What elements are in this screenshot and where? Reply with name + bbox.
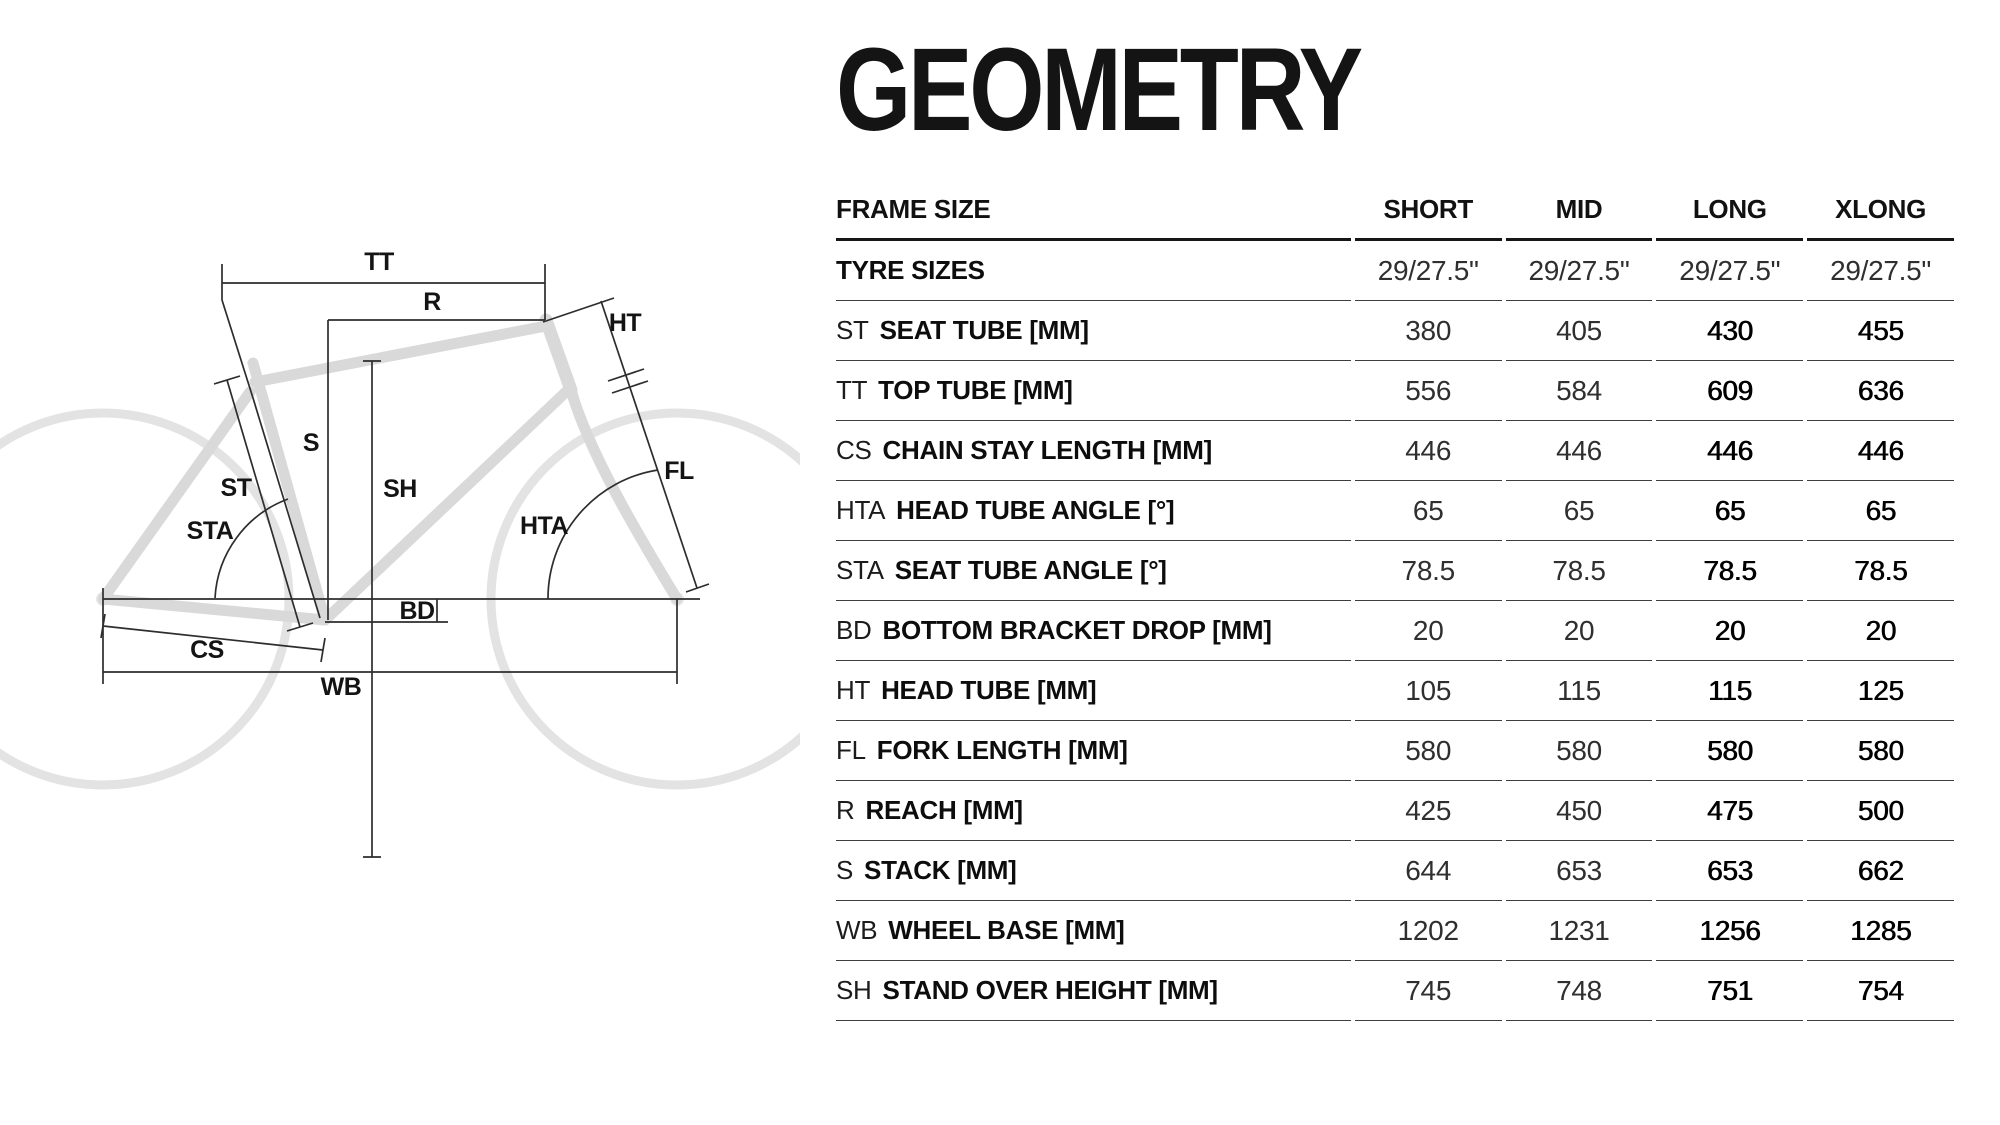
row-name: REACH [MM]: [865, 795, 1023, 825]
cell-value: 446: [1556, 434, 1602, 466]
label-fl: FL: [664, 457, 694, 485]
row-label: [836, 675, 1096, 705]
label-bd: BD: [399, 597, 435, 625]
cell-value: 609: [1706, 374, 1753, 406]
cell-value: 65: [1412, 494, 1444, 526]
column-header-xlong: XLONG: [1807, 180, 1954, 241]
table-row: [836, 301, 1954, 361]
cell-value: 20: [1714, 614, 1746, 646]
bike-geometry-diagram: [0, 0, 800, 900]
row-label: [836, 975, 1218, 1005]
row-label: [836, 255, 985, 285]
cell-value: 446: [1857, 434, 1904, 466]
row-abbreviation: ST: [836, 315, 869, 345]
label-r: R: [423, 288, 441, 316]
column-header-short: SHORT: [1355, 180, 1502, 241]
cell-value: 78.5: [1552, 554, 1606, 586]
cell-value: 1231: [1548, 914, 1610, 946]
cell-value: 580: [1556, 734, 1602, 766]
cell-value: 29/27.5": [1377, 254, 1479, 286]
row-name: WHEEL BASE [MM]: [888, 915, 1125, 945]
cell-value: 446: [1405, 434, 1452, 466]
table-row: [836, 241, 1954, 301]
cell-value: 500: [1857, 794, 1904, 826]
row-name: TOP TUBE [MM]: [878, 375, 1073, 405]
cell-value: 636: [1857, 374, 1904, 406]
row-label: [836, 435, 1212, 465]
page-title: GEOMETRY: [836, 24, 1360, 156]
cell-value: 65: [1714, 494, 1746, 526]
row-label: [836, 375, 1073, 405]
row-label: [836, 795, 1023, 825]
label-sh: SH: [383, 475, 417, 503]
row-abbreviation: STA: [836, 555, 884, 585]
cell-value: 115: [1557, 674, 1601, 706]
table-row: [836, 841, 1954, 901]
cell-value: 78.5: [1703, 554, 1757, 586]
cell-value: 380: [1405, 314, 1452, 346]
cell-value: 29/27.5": [1830, 254, 1932, 286]
cell-value: 644: [1405, 854, 1452, 886]
table-row: [836, 541, 1954, 601]
cell-value: 78.5: [1853, 554, 1908, 586]
frame-size-header: FRAME SIZE: [836, 180, 1351, 241]
label-wb: WB: [320, 673, 362, 701]
cell-value: 475: [1706, 794, 1753, 826]
row-name: HEAD TUBE ANGLE [°]: [896, 495, 1175, 525]
cell-value: 653: [1706, 854, 1753, 886]
row-abbreviation: SH: [836, 975, 872, 1005]
row-label: [836, 615, 1272, 645]
cell-value: 29/27.5": [1528, 254, 1630, 286]
table-row: [836, 421, 1954, 481]
cell-value: 1202: [1397, 914, 1459, 946]
table-row: [836, 961, 1954, 1021]
table-row: [836, 901, 1954, 961]
row-name: TYRE SIZES: [836, 255, 985, 285]
cell-value: 754: [1857, 974, 1904, 1006]
cell-value: 425: [1405, 794, 1452, 826]
row-abbreviation: HTA: [836, 495, 886, 525]
cell-value: 653: [1556, 854, 1602, 886]
row-label: [836, 855, 1017, 885]
row-label: [836, 735, 1128, 765]
label-hta: HTA: [519, 512, 569, 540]
row-abbreviation: BD: [836, 615, 872, 645]
table-row: [836, 481, 1954, 541]
row-name: FORK LENGTH [MM]: [876, 735, 1128, 765]
table-row: [836, 781, 1954, 841]
row-label: [836, 555, 1167, 585]
table-header-row: [836, 180, 1954, 241]
geometry-table: [832, 180, 1958, 1021]
row-abbreviation: FL: [836, 735, 866, 765]
cell-value: 29/27.5": [1679, 254, 1781, 286]
row-abbreviation: HT: [836, 675, 871, 705]
table-row: [836, 721, 1954, 781]
cell-value: 125: [1857, 674, 1904, 706]
cell-value: 20: [1412, 614, 1444, 646]
cell-value: 580: [1706, 734, 1753, 766]
row-label: [836, 315, 1089, 345]
dimension-labels: [187, 248, 694, 701]
cell-value: 748: [1556, 974, 1602, 1006]
cell-value: 78.5: [1401, 554, 1455, 586]
row-abbreviation: R: [836, 795, 855, 825]
row-abbreviation: S: [836, 855, 854, 885]
cell-value: 556: [1405, 374, 1452, 406]
frame-icon: [103, 320, 677, 620]
cell-value: 65: [1865, 494, 1896, 526]
row-abbreviation: TT: [836, 375, 868, 405]
row-label: [836, 915, 1125, 945]
cell-value: 20: [1865, 614, 1896, 646]
cell-value: 20: [1563, 614, 1595, 646]
cell-value: 430: [1706, 314, 1753, 346]
row-label: [836, 495, 1174, 525]
cell-value: 446: [1706, 434, 1753, 466]
cell-value: 745: [1405, 974, 1452, 1006]
cell-value: 115: [1707, 674, 1752, 706]
label-cs: CS: [190, 636, 224, 664]
cell-value: 405: [1556, 314, 1602, 346]
column-header-long: LONG: [1656, 180, 1803, 241]
cell-value: 580: [1405, 734, 1452, 766]
label-s: S: [302, 429, 320, 457]
row-name: BOTTOM BRACKET DROP [MM]: [882, 615, 1272, 645]
cell-value: 584: [1556, 374, 1602, 406]
cell-value: 105: [1405, 674, 1452, 706]
label-st: ST: [220, 474, 252, 502]
row-name: STACK [MM]: [864, 855, 1017, 885]
label-sta: STA: [186, 517, 234, 545]
cell-value: 65: [1563, 494, 1595, 526]
label-ht: HT: [608, 309, 642, 337]
row-name: SEAT TUBE ANGLE [°]: [894, 555, 1167, 585]
cell-value: 580: [1857, 734, 1904, 766]
cell-value: 751: [1706, 974, 1753, 1006]
cell-value: 450: [1556, 794, 1602, 826]
row-name: HEAD TUBE [MM]: [881, 675, 1097, 705]
column-header-mid: MID: [1506, 180, 1653, 241]
row-name: CHAIN STAY LENGTH [MM]: [882, 435, 1213, 465]
table-row: [836, 601, 1954, 661]
cell-value: 1285: [1850, 914, 1912, 946]
cell-value: 662: [1857, 854, 1904, 886]
row-abbreviation: WB: [836, 915, 878, 945]
row-name: STAND OVER HEIGHT [MM]: [882, 975, 1218, 1005]
table-row: [836, 661, 1954, 721]
cell-value: 455: [1857, 314, 1904, 346]
cell-value: 1256: [1699, 914, 1761, 946]
row-name: SEAT TUBE [MM]: [879, 315, 1089, 345]
label-tt: TT: [364, 248, 394, 276]
row-abbreviation: CS: [836, 435, 872, 465]
table-row: [836, 361, 1954, 421]
